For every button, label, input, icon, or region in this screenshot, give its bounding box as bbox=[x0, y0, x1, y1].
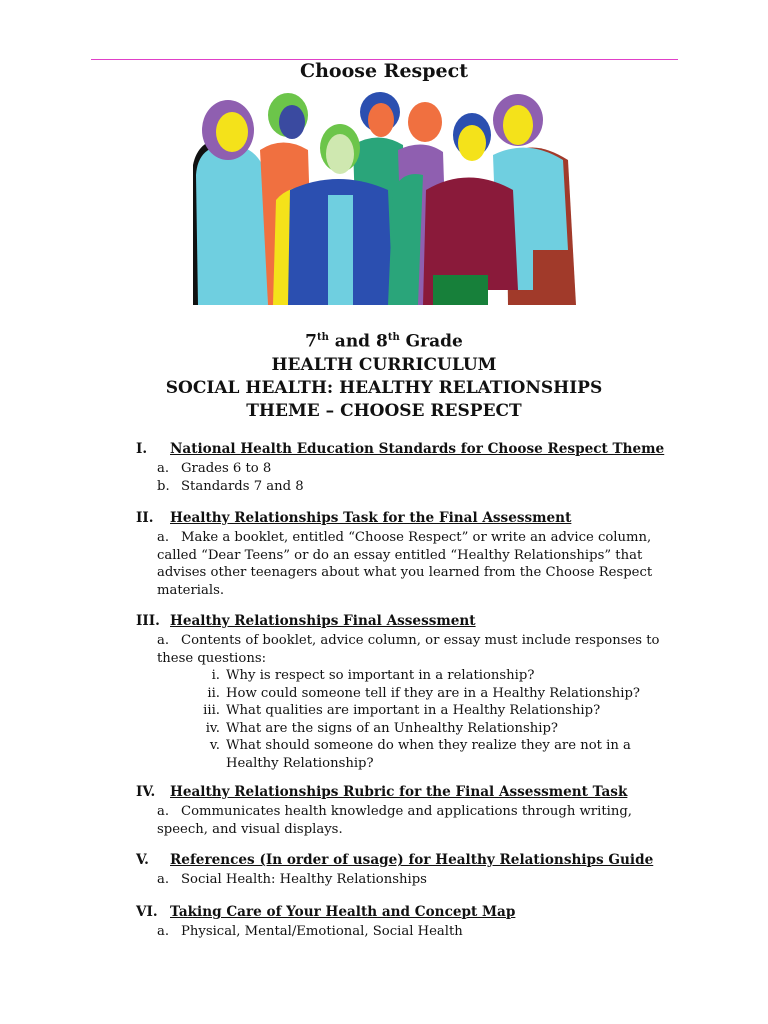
list-item: a. Make a booklet, entitled “Choose Respect” or write an advice column, called “Dear Teens” or do an essay entitled “Healthy Relationships” that advises other teenagers about what you learned from the Choose Respect materials. bbox=[157, 530, 653, 598]
section-concept-map bbox=[136, 904, 696, 941]
people-illustration bbox=[188, 90, 580, 306]
section-heading: VI. Taking Care of Your Health and Concept Map bbox=[136, 904, 516, 920]
curriculum-heading bbox=[0, 326, 768, 423]
section-heading: II. Healthy Relationships Task for the Final Assessment bbox=[136, 510, 572, 526]
list-item: a. Physical, Mental/Emotional, Social Health bbox=[157, 924, 463, 939]
heading-line-2: HEALTH CURRICULUM bbox=[271, 354, 497, 375]
list-item: a. Communicates health knowledge and applications through writing, speech, and visual displays. bbox=[157, 804, 632, 837]
section-heading: III. Healthy Relationships Final Assessment bbox=[136, 613, 476, 629]
section-final-assessment bbox=[136, 613, 696, 772]
section-heading: I. National Health Education Standards for Choose Respect Theme bbox=[136, 441, 665, 457]
question-item: ii. How could someone tell if they are in a Healthy Relationship? bbox=[207, 685, 640, 701]
heading-line-3: SOCIAL HEALTH: HEALTHY RELATIONSHIPS bbox=[165, 377, 603, 398]
section-heading: V. References (In order of usage) for Healthy Relationships Guide bbox=[136, 852, 654, 868]
list-item: a. Contents of booklet, advice column, or essay must include responses to these questions: bbox=[157, 633, 660, 666]
section-task bbox=[136, 510, 696, 599]
list-item: a. Social Health: Healthy Relationships bbox=[157, 872, 427, 887]
section-heading: IV. Healthy Relationships Rubric for the Final Assessment Task bbox=[136, 784, 628, 800]
question-item-continued: Healthy Relationship? bbox=[226, 755, 374, 771]
question-item: iii. What qualities are important in a Healthy Relationship? bbox=[203, 703, 601, 718]
document-title: Choose Respect bbox=[300, 60, 468, 82]
list-item: a. Grades 6 to 8 bbox=[157, 461, 272, 476]
question-item: iv. What are the signs of an Unhealthy Relationship? bbox=[205, 720, 558, 736]
grade-line: 7th and 8th Grade bbox=[305, 331, 463, 352]
list-item: b. Standards 7 and 8 bbox=[157, 478, 304, 494]
heading-line-4: THEME – CHOOSE RESPECT bbox=[246, 400, 522, 421]
question-item: i. Why is respect so important in a relationship? bbox=[211, 668, 535, 683]
section-standards bbox=[136, 441, 696, 495]
section-references bbox=[136, 852, 696, 889]
question-item: v. What should someone do when they realize they are not in a bbox=[209, 738, 631, 753]
section-rubric bbox=[136, 784, 696, 838]
